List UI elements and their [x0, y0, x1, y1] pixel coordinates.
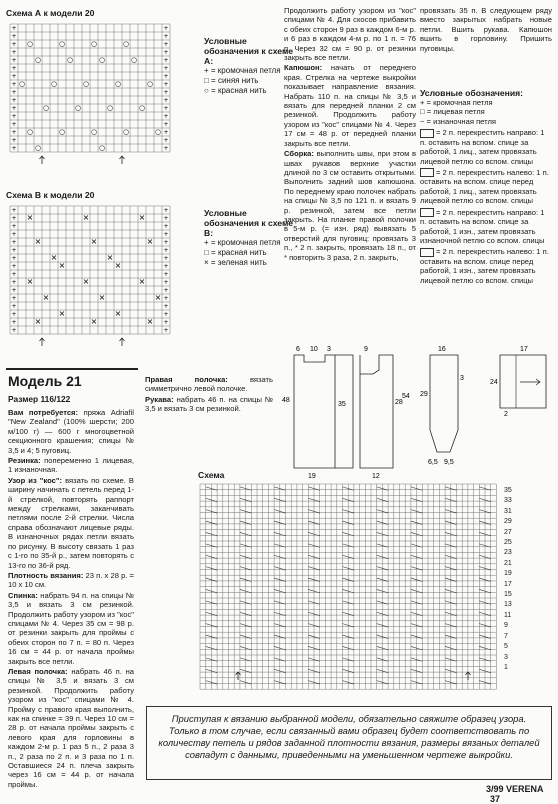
- svg-text:○: ○: [154, 128, 162, 136]
- legend-item: − = изнаночная петля: [420, 116, 497, 126]
- svg-text:×: ×: [154, 293, 162, 302]
- svg-text:○: ○: [26, 128, 34, 136]
- scheme-row-numbers: 35 33 31 29 27 25 23 21 19 17 15 13 11 9 7 5 3 1: [504, 487, 512, 671]
- cross-right-knit-symbol: [420, 129, 434, 138]
- svg-text:+: +: [11, 137, 17, 144]
- cross-left-purl-symbol: [420, 248, 434, 257]
- svg-text:+: +: [11, 215, 17, 222]
- svg-text:○: ○: [58, 128, 66, 136]
- svg-text:+: +: [11, 247, 17, 254]
- schema-a-title: Схема А к модели 20: [6, 8, 95, 18]
- svg-text:+: +: [11, 65, 17, 72]
- legend-item: □ = лицевая петля: [420, 107, 485, 117]
- svg-text:+: +: [11, 41, 17, 48]
- legend-item: + = кромочная петля: [420, 98, 493, 107]
- schema-a-grid: [6, 20, 174, 170]
- svg-text:+: +: [11, 303, 17, 310]
- svg-text:+: +: [163, 231, 169, 238]
- svg-text:+: +: [163, 279, 169, 286]
- svg-text:×: ×: [146, 237, 154, 246]
- svg-text:○: ○: [130, 56, 138, 64]
- dim-sleeve-95: 9,5: [444, 459, 454, 466]
- svg-text:+: +: [163, 239, 169, 246]
- cross-left-knit-symbol: [420, 168, 434, 177]
- svg-text:+: +: [11, 121, 17, 128]
- svg-text:+: +: [163, 295, 169, 302]
- svg-text:○: ○: [50, 80, 58, 88]
- model-size: Размер 116/122: [8, 394, 71, 404]
- svg-text:+: +: [163, 137, 169, 144]
- svg-text:+: +: [163, 49, 169, 56]
- svg-text:+: +: [163, 319, 169, 326]
- svg-text:+: +: [11, 231, 17, 238]
- svg-text:+: +: [11, 207, 17, 214]
- svg-text:○: ○: [114, 80, 122, 88]
- svg-text:○: ○: [146, 80, 154, 88]
- text-column-2: Продолжить работу узором из "кос" спицами № 4. Для скосов прибавить с обеих сторон 9 раз в каждом 6-м р. и 6 раз в каждом 4-м р. по 1 п. = 76 п. Через 32 см = 90 р. от резинки закрыть все петли. Капюшон: начать от переднего края. Стрелка на чертеже выкройки показывает направление вязания. Набрать 110 п. на спицы № 3,5 и вязать для передней планки 2 см резинкой. Продолжить работу узором из "кос" спицами № 4. Через 17 см = 48 р. от передней планки закрыть все петли. Сборка: выполнить швы, при этом в швах рукавов верхние участки длиной по 3 см оставить открытыми. Выполнить задний шов капюшона. По переднему краю полочек набрать на спицы № 3,5 по 121 п. и вязать 9 р. резинкой, затем все петли закрыть. На планке правой полочки в 5-м р. (= изн. ряд) вывязать 5 отверстий для пуговиц: провязать 3 п., * 2 п. закрыть, провязать 18 п., от * повторить 3 раза, 2 п. закрыть,: [284, 6, 416, 262]
- svg-text:×: ×: [50, 253, 58, 262]
- dim-sleeve-65: 6,5: [428, 459, 438, 466]
- legend-item: = 2 п. перекрестить налево: 1 п. оставить на вспом. спице перед работой, 1 изн., затем провязать лицевой петлю со вспом. спицы: [420, 247, 549, 285]
- svg-text:+: +: [11, 25, 17, 32]
- svg-text:+: +: [11, 113, 17, 120]
- svg-text:×: ×: [90, 317, 98, 326]
- svg-text:+: +: [11, 311, 17, 318]
- svg-text:+: +: [163, 97, 169, 104]
- svg-text:+: +: [11, 287, 17, 294]
- svg-text:○: ○: [18, 80, 26, 88]
- dim-sleeve-29: 29: [420, 391, 428, 398]
- svg-text:×: ×: [106, 253, 114, 262]
- svg-text:×: ×: [82, 213, 90, 222]
- svg-text:+: +: [11, 129, 17, 136]
- svg-text:○: ○: [74, 104, 82, 112]
- svg-text:×: ×: [42, 293, 50, 302]
- svg-text:+: +: [11, 327, 17, 334]
- svg-text:×: ×: [26, 277, 34, 286]
- dim-back-35: 35: [338, 401, 346, 408]
- dim-back-10: 10: [310, 346, 318, 353]
- svg-text:○: ○: [82, 80, 90, 88]
- schema-a-legend: [204, 36, 294, 96]
- dim-hood-24: 24: [490, 379, 498, 386]
- svg-text:+: +: [11, 239, 17, 246]
- svg-text:+: +: [11, 271, 17, 278]
- svg-text:○: ○: [58, 40, 66, 48]
- legend-item: = 2 п. перекрестить направо: 1 п. оставить на вспом. спице за работой, 1 лиц., затем провязать лицевой петлю со вспом. спицы: [420, 128, 545, 166]
- svg-text:×: ×: [58, 261, 66, 270]
- svg-text:○: ○: [90, 128, 98, 136]
- dim-back-48: 48: [282, 397, 290, 404]
- dim-sleeve-3: 3: [460, 375, 464, 382]
- svg-text:+: +: [11, 49, 17, 56]
- svg-text:+: +: [11, 73, 17, 80]
- svg-text:+: +: [163, 25, 169, 32]
- svg-text:+: +: [11, 319, 17, 326]
- svg-text:+: +: [11, 279, 17, 286]
- dim-back-6: 6: [296, 346, 300, 353]
- svg-text:+: +: [163, 271, 169, 278]
- svg-text:○: ○: [26, 40, 34, 48]
- svg-text:+: +: [163, 145, 169, 152]
- legend-item: □ = синяя нить: [204, 76, 259, 85]
- legend-item: □ = красная нить: [204, 248, 267, 257]
- svg-text:+: +: [163, 33, 169, 40]
- svg-text:+: +: [11, 89, 17, 96]
- gauge-notice: Приступая к вязанию выбранной модели, обязательно свяжите образец узора. Только в том случае, если связанный вами образец будет соответствовать по количеству петель и рядов заданной плотности вязания, размеры вязаных деталей совпадут с данными, приведенными на уменьшенном чертеже выкройки.: [146, 706, 552, 780]
- svg-text:○: ○: [34, 56, 42, 64]
- schema-b-title: Схема В к модели 20: [6, 190, 95, 200]
- svg-text:○: ○: [138, 104, 146, 112]
- svg-text:+: +: [163, 89, 169, 96]
- svg-text:○: ○: [122, 128, 130, 136]
- page-number: 37: [490, 794, 501, 804]
- svg-text:+: +: [163, 287, 169, 294]
- svg-text:×: ×: [146, 317, 154, 326]
- legend-item: = 2 п. перекрестить направо: 1 п. оставить на вспом. спице за работой, 1 изн., затем провязать изнаночной петлю со вспом. спицы: [420, 207, 545, 245]
- dim-hood-17: 17: [520, 346, 528, 353]
- svg-text:+: +: [163, 57, 169, 64]
- svg-text:+: +: [163, 207, 169, 214]
- svg-text:+: +: [163, 215, 169, 222]
- svg-text:×: ×: [114, 261, 122, 270]
- svg-text:+: +: [163, 223, 169, 230]
- svg-text:+: +: [163, 65, 169, 72]
- scheme-grid: [198, 482, 502, 682]
- svg-text:+: +: [163, 113, 169, 120]
- dim-front-9: 9: [364, 346, 368, 353]
- schema-b-legend-title: Условные обозначения к схеме В:: [204, 208, 294, 238]
- legend-item: ○ = красная нить: [204, 86, 267, 95]
- svg-text:×: ×: [34, 317, 42, 326]
- svg-text:+: +: [11, 97, 17, 104]
- svg-text:+: +: [163, 303, 169, 310]
- svg-text:×: ×: [58, 309, 66, 318]
- svg-text:○: ○: [42, 104, 50, 112]
- dim-back-19: 19: [308, 473, 316, 480]
- svg-text:○: ○: [106, 104, 114, 112]
- svg-text:+: +: [163, 263, 169, 270]
- schema-b-legend: [204, 208, 294, 268]
- svg-text:+: +: [163, 105, 169, 112]
- model-title-rule: [6, 368, 138, 370]
- svg-text:+: +: [11, 81, 17, 88]
- svg-text:○: ○: [66, 56, 74, 64]
- svg-text:+: +: [11, 263, 17, 270]
- model-title: Модель 21: [8, 373, 82, 389]
- dim-back-3: 3: [327, 346, 331, 353]
- text-column-1b: Правая полочка: вязать симметрично левой полочке. Рукава: набрать 46 п. на спицы № 3,5 и вязать 3 см резинкой.: [145, 375, 273, 414]
- svg-text:○: ○: [90, 40, 98, 48]
- svg-text:×: ×: [34, 237, 42, 246]
- footer: [486, 784, 558, 804]
- svg-text:+: +: [11, 295, 17, 302]
- svg-text:+: +: [11, 57, 17, 64]
- svg-text:×: ×: [114, 309, 122, 318]
- dim-front-54: 54: [402, 393, 410, 400]
- svg-text:○: ○: [98, 144, 106, 152]
- svg-text:+: +: [163, 41, 169, 48]
- dim-front-12: 12: [372, 473, 380, 480]
- svg-text:○: ○: [122, 40, 130, 48]
- dim-sleeve-16: 16: [438, 346, 446, 353]
- text-column-1: Вам потребуется: пряжа Adriafil "New Zealand" (100% шерсти; 200 м/100 г) — 600 г многоцветной секционного крашения; спицы № 3,5 и 4; 5 пуговиц. Резинка: попеременно 1 лицевая, 1 изнаночная. Узор из "кос": вязать по схеме. В ширину начинать с петель перед 1-й стрелкой, повторять раппорт между стрелками, заканчивать петлями после 2-й стрелки. Числа справа обозначают лицевые ряды. В изнаночных рядах петли вязать по рисунку. В высоту связать 1 раз с 1-го по 35-й р., затем повторять с 13-го по 36-й ряд. Плотность вязания: 23 п. x 28 р. = 10 x 10 см. Спинка: набрать 94 п. на спицы № 3,5 и вязать 3 см резинкой. Продолжить работу узором из "кос" спицами № 4. Через 35 см = 98 р. от резинки закрыть для проймы с обеих сторон по 7 п. = 80 п. Через 16 см = 44 р. от начала проймы закрыть все петли. Левая полочка: набрать 46 п. на спицы № 3,5 и вязать 3 см резинкой. Продолжить работу узором из "кос" спицами № 4. Пройму с правого края выполнить, как на спинке = 39 п. Через 10 см = 28 р. от начала проймы закрыть с левого края для горловины в каждом 2-м р. 1 раз 5 п., 2 раза 3 п., 2 раза по 2 п. и 3 раза по 1 п. Оставшиеся 24 п. плеча закрыть через 16 см = 44 р. от начала проймы.: [8, 408, 134, 789]
- svg-text:×: ×: [90, 237, 98, 246]
- svg-text:×: ×: [26, 213, 34, 222]
- dim-hood-2: 2: [504, 411, 508, 418]
- issue-label: 3/99 VERENA: [486, 784, 544, 794]
- svg-text:+: +: [163, 129, 169, 136]
- legend-item: + = кромочная петля: [204, 66, 281, 75]
- schema-b-grid: [6, 202, 174, 352]
- schema-a-legend-title: Условные обозначения к схеме А:: [204, 36, 294, 66]
- svg-text:+: +: [163, 73, 169, 80]
- legend-item: + = кромочная петля: [204, 238, 281, 247]
- cross-right-purl-symbol: [420, 208, 434, 217]
- main-legend: Условные обозначения: + = кромочная петля □ = лицевая петля − = изнаночная петля = 2 п. перекрестить направо: 1 п. оставить на вспом. спице за работой, 1 лиц., затем провязать лицевой петлю со вспом. спицы = 2 п. перекрестить налево: 1 п. оставить на вспом. спице перед работой, 1 лиц., затем провязать лицевой петлю со вспом. спицы = 2 п. перекрестить направо: 1 п. оставить на вспом. спице за работой, 1 изн., затем провязать изнаночной петлю со вспом. спицы = 2 п. перекрестить налево: 1 п. оставить на вспом. спице перед работой, 1 изн., затем провязать лицевой петлю со вспом. спицы: [420, 88, 552, 285]
- svg-text:+: +: [11, 33, 17, 40]
- text-column-3: провязать 35 п. В следующем ряду вместо закрытых набрать новые петли. Вшить рукава. Капюшон вшить в горловину. Пришить пуговицы.: [420, 6, 552, 53]
- legend-item: × = зеленая нить: [204, 258, 267, 267]
- scheme-title: Схема: [198, 470, 225, 480]
- svg-text:○: ○: [34, 144, 42, 152]
- svg-text:+: +: [11, 145, 17, 152]
- svg-text:+: +: [163, 81, 169, 88]
- svg-text:×: ×: [98, 293, 106, 302]
- svg-text:+: +: [163, 255, 169, 262]
- svg-text:+: +: [11, 223, 17, 230]
- svg-text:○: ○: [98, 56, 106, 64]
- svg-text:×: ×: [138, 277, 146, 286]
- svg-text:+: +: [163, 327, 169, 334]
- svg-text:×: ×: [82, 277, 90, 286]
- garment-pattern-diagram: [278, 340, 554, 480]
- svg-text:+: +: [163, 247, 169, 254]
- svg-text:+: +: [11, 255, 17, 262]
- legend-item: = 2 п. перекрестить налево: 1 п. оставить на вспом. спице перед работой, 1 лиц., затем провязать лицевой петлю со вспом. спицы: [420, 167, 549, 206]
- svg-text:+: +: [163, 121, 169, 128]
- svg-text:+: +: [163, 311, 169, 318]
- dim-front-28: 28: [395, 399, 403, 406]
- svg-text:×: ×: [138, 213, 146, 222]
- svg-text:+: +: [11, 105, 17, 112]
